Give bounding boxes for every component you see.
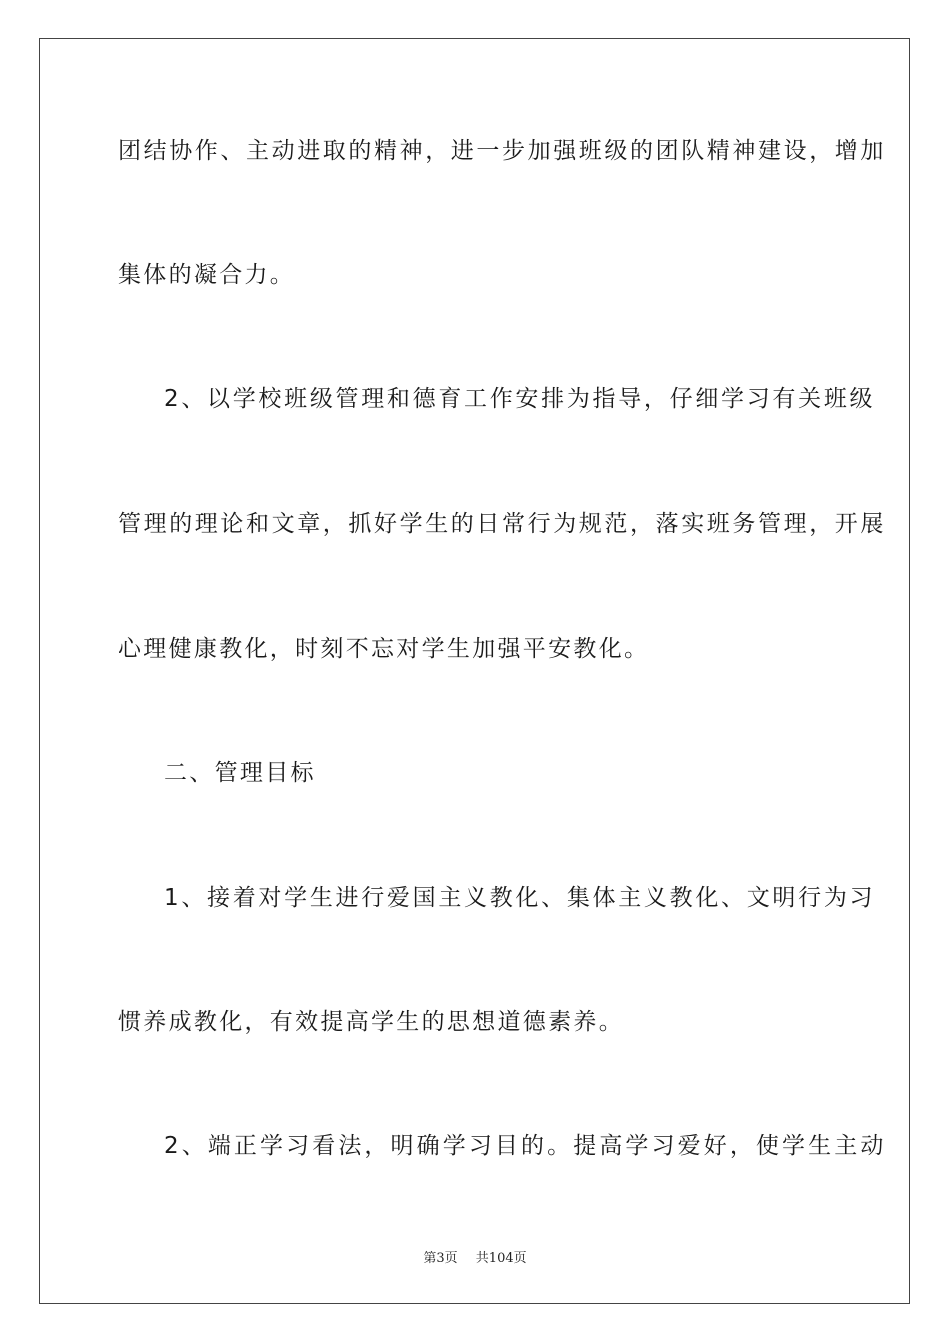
page-number: 第3页 [423,1251,458,1266]
paragraph-start-line: 2、端正学习看法，明确学习目的。提高学习爱好，使学生主动 [164,1133,887,1159]
paragraph-start-line: 2、以学校班级管理和德育工作安排为指导，仔细学习有关班级 [164,386,876,412]
paragraph-start-line: 1、接着对学生进行爱国主义教化、集体主义教化、文明行为习 [164,885,876,911]
body-text-line: 心理健康教化，时刻不忘对学生加强平安教化。 [118,636,650,662]
section-heading: 二、管理目标 [164,760,316,786]
total-pages: 共104页 [475,1251,527,1266]
page-border [39,38,910,1304]
page-footer [0,1247,950,1266]
body-text-line: 管理的理论和文章，抓好学生的日常行为规范，落实班务管理，开展 [118,511,886,537]
body-text-line: 惯养成教化，有效提高学生的思想道德素养。 [118,1009,624,1035]
body-text-line: 团结协作、主动进取的精神，进一步加强班级的团队精神建设，增加 [118,138,886,164]
body-text-line: 集体的凝合力。 [118,262,296,288]
